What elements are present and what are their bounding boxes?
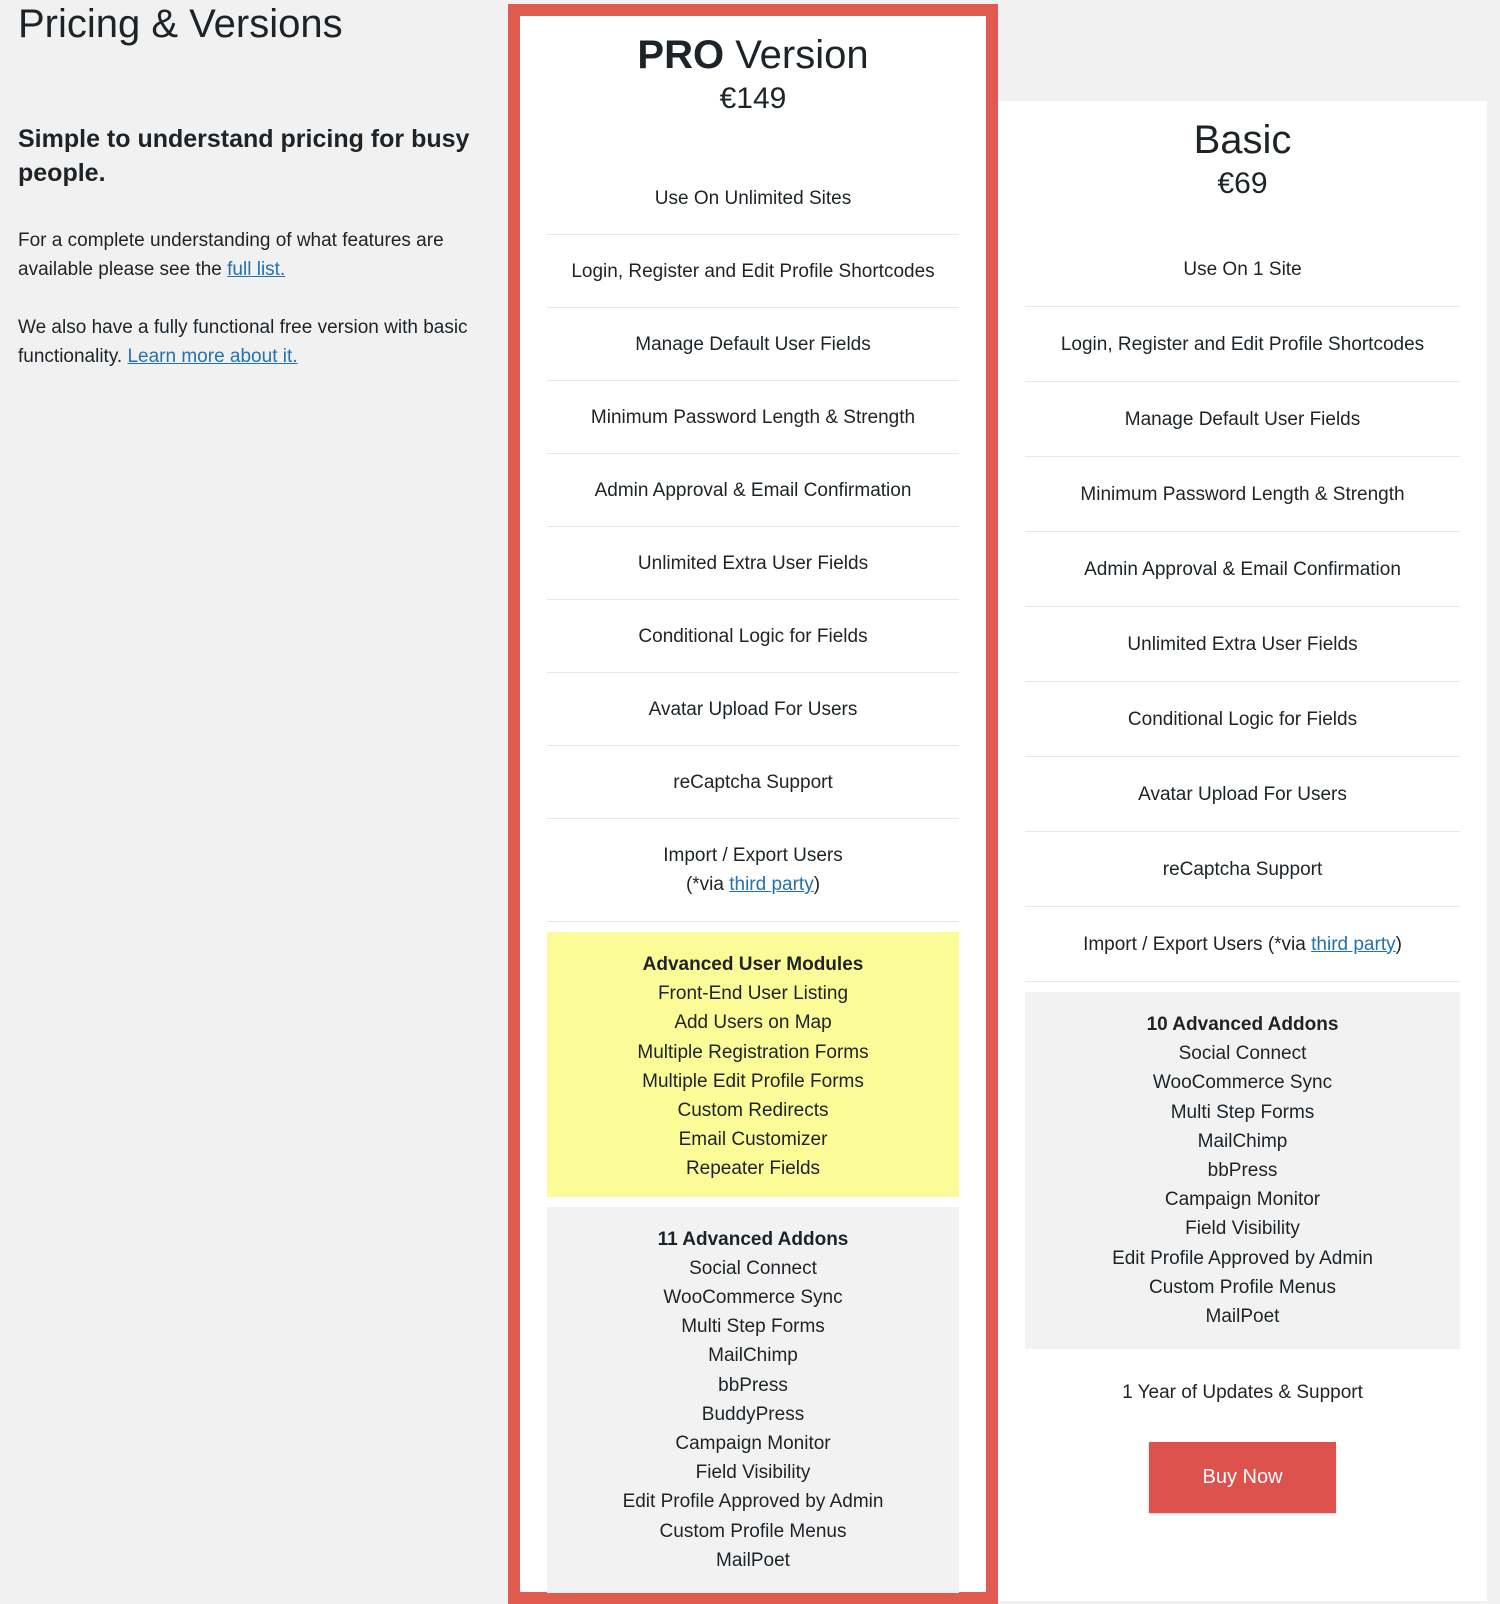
via-suffix: ) (1395, 933, 1402, 955)
third-party-link[interactable]: third party (1311, 933, 1396, 955)
addon-item: MailPoet (1205, 1306, 1280, 1328)
addon-item: Campaign Monitor (1164, 1189, 1321, 1211)
feature-item: Minimum Password Length & Strength (1025, 457, 1460, 532)
basic-plan-header (998, 101, 1487, 232)
addon-item: MailChimp (1197, 1130, 1288, 1152)
feature-item: Minimum Password Length & Strength (547, 381, 959, 454)
updates-support-text: 1 Year of Updates & Support (1122, 1382, 1363, 1404)
addons-title: 11 Advanced Addons (657, 1228, 849, 1250)
feature-item-import-export (1025, 907, 1460, 982)
pro-feature-list (547, 162, 959, 922)
module-item: Front-End User Listing (657, 983, 849, 1005)
import-export-label: Import / Export Users (663, 845, 843, 866)
intro-heading: Simple to understand pricing for busy people. (18, 125, 470, 187)
feature-item: Login, Register and Edit Profile Shortcodes (547, 235, 959, 308)
addon-item: Custom Profile Menus (659, 1520, 847, 1542)
addon-item: Social Connect (1178, 1043, 1307, 1065)
feature-item: reCaptcha Support (547, 746, 959, 819)
feature-item: Admin Approval & Email Confirmation (1025, 532, 1460, 607)
addon-item: Field Visibility (695, 1462, 811, 1484)
intro-section (18, 122, 488, 400)
pro-modules-box (547, 932, 959, 1197)
intro-text: We also have a fully functional free version with basic functionality. (18, 317, 468, 367)
pro-plan-header (520, 16, 986, 162)
feature-item: Conditional Logic for Fields (547, 600, 959, 673)
module-item: Custom Redirects (677, 1100, 829, 1122)
addon-item: Edit Profile Approved by Admin (1112, 1247, 1373, 1269)
pro-plan-name (520, 30, 986, 80)
addon-item: Multi Step Forms (1170, 1101, 1315, 1123)
addon-item: WooCommerce Sync (1152, 1072, 1333, 1094)
addons-title: 10 Advanced Addons (1146, 1014, 1339, 1035)
feature-item: Conditional Logic for Fields (1025, 682, 1460, 757)
page-title: Pricing & Versions (18, 2, 343, 46)
addon-item: Edit Profile Approved by Admin (622, 1491, 884, 1513)
via-prefix: (*via (685, 874, 724, 895)
addon-item: MailPoet (716, 1549, 790, 1571)
feature-item: Unlimited Extra User Fields (547, 527, 959, 600)
feature-item: Login, Register and Edit Profile Shortcodes (1025, 307, 1460, 382)
import-export-via (686, 870, 820, 899)
feature-item-import-export (547, 819, 959, 922)
basic-plan-name: Basic (1193, 118, 1292, 162)
addon-item: BuddyPress (701, 1403, 805, 1425)
pro-addons-box (547, 1207, 959, 1593)
import-export-label: Import / Export Users (*via (1083, 933, 1306, 955)
modules-title: Advanced User Modules (642, 954, 864, 975)
pro-plan-name-rest: Version (724, 33, 869, 77)
import-export-line (1083, 930, 1402, 959)
pro-plan-name-bold: PRO (637, 33, 725, 77)
basic-plan-price: €69 (1217, 167, 1268, 200)
intro-paragraph-features (18, 226, 488, 284)
feature-item: Unlimited Extra User Fields (1025, 607, 1460, 682)
basic-feature-list (1025, 232, 1460, 982)
full-list-link[interactable]: full list. (227, 259, 286, 280)
intro-paragraph-free (18, 313, 488, 371)
addon-item: bbPress (1207, 1160, 1278, 1182)
feature-item: Manage Default User Fields (547, 308, 959, 381)
feature-item: Manage Default User Fields (1025, 382, 1460, 457)
addon-item: Custom Profile Menus (1149, 1276, 1336, 1298)
third-party-link[interactable]: third party (729, 874, 814, 895)
learn-more-link[interactable]: Learn more about it. (127, 346, 298, 367)
intro-text: For a complete understanding of what features are available please see the (18, 230, 444, 280)
addon-item: Campaign Monitor (675, 1433, 831, 1455)
addon-item: MailChimp (708, 1345, 798, 1367)
pro-plan-price: €149 (719, 82, 787, 115)
feature-item: Avatar Upload For Users (547, 673, 959, 746)
feature-item: Avatar Upload For Users (1025, 757, 1460, 832)
module-item: Email Customizer (678, 1129, 828, 1151)
addon-item: bbPress (718, 1374, 788, 1396)
addon-item: Multi Step Forms (681, 1316, 825, 1338)
module-item: Multiple Edit Profile Forms (642, 1070, 864, 1092)
addon-item: Field Visibility (1185, 1218, 1300, 1240)
buy-now-button[interactable]: Buy Now (1149, 1442, 1336, 1513)
addon-item: WooCommerce Sync (663, 1287, 843, 1309)
via-suffix: ) (813, 874, 821, 895)
feature-item: Use On 1 Site (1025, 232, 1460, 307)
feature-item: Admin Approval & Email Confirmation (547, 454, 959, 527)
addon-item: Social Connect (689, 1257, 817, 1279)
module-item: Add Users on Map (674, 1012, 832, 1034)
module-item: Multiple Registration Forms (637, 1041, 869, 1063)
module-item: Repeater Fields (685, 1158, 821, 1180)
feature-item: Use On Unlimited Sites (547, 162, 959, 235)
pro-plan-card (508, 4, 998, 1604)
feature-item: reCaptcha Support (1025, 832, 1460, 907)
basic-plan-card (998, 101, 1487, 1601)
basic-addons-box (1025, 992, 1460, 1349)
